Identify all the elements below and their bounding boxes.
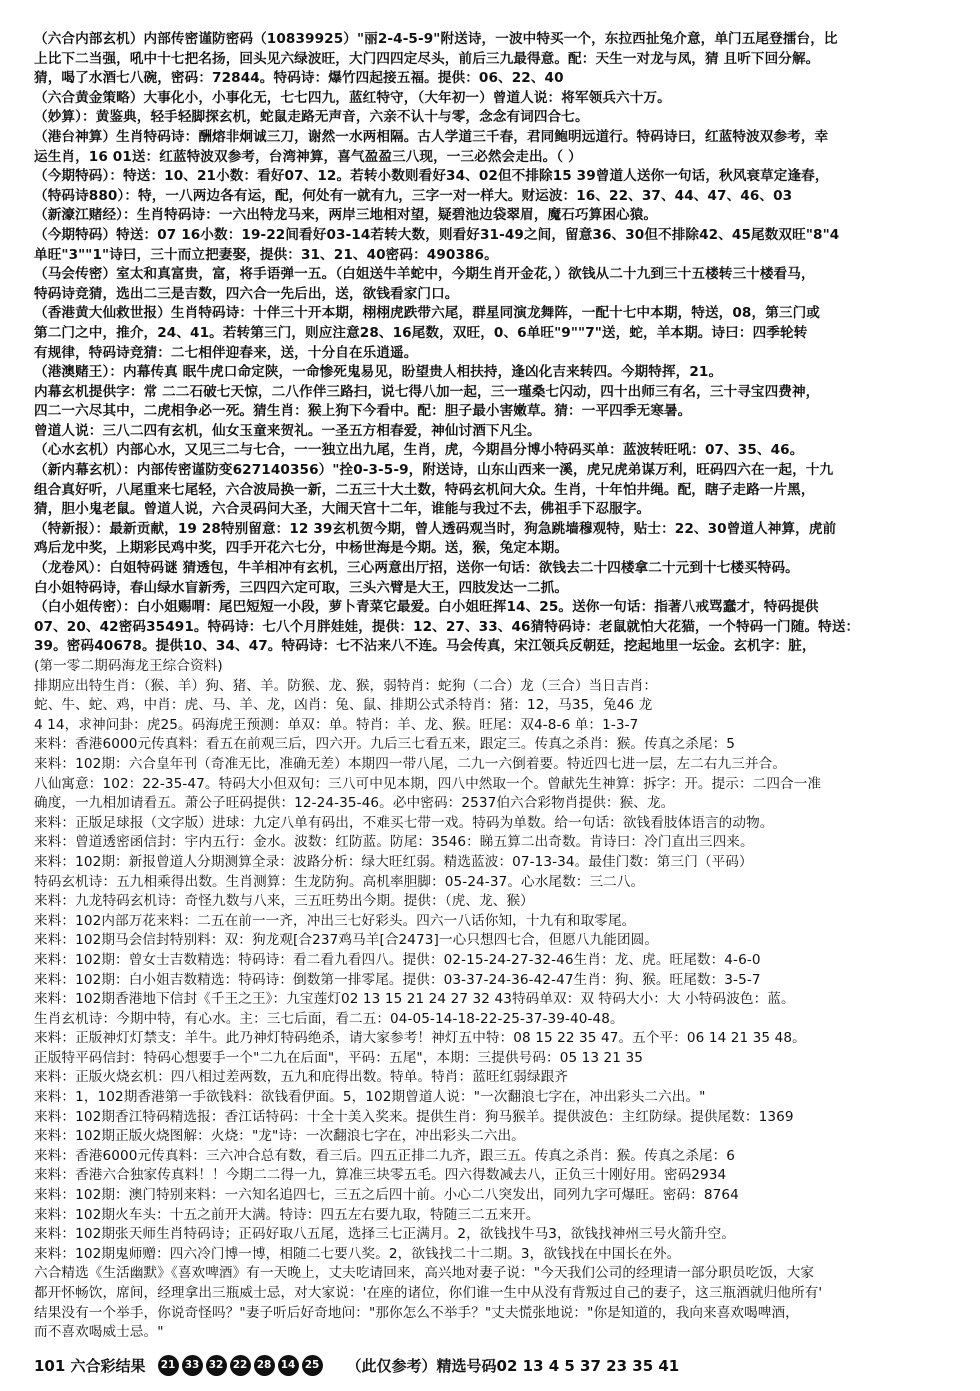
- text-line: 来料：香港六合独家传真料！！今期二二得一九，算准三块零五毛。四六得数减去八，正负三十刚好用。密码2934: [34, 1167, 727, 1184]
- text-line: 来料：102内部万花来料：二五在前一一齐，冲出三七好彩头。四六一八话你知，十九有和取零尾。: [34, 912, 636, 929]
- result-number-ball: 22: [230, 1355, 251, 1376]
- text-line: （今期特码）：特送：10、21小数：看好07、12。若转小数则看好34、02但不排除15 39曾道人送你一句话，秋风衰草定逢春，: [34, 168, 829, 185]
- text-line: （新濠江赌经）：生肖特码诗：一六出特龙马来，两岸三地相对望，疑碧池边袋翠眉，魔石巧算困心猿。: [34, 207, 658, 224]
- text-line: 来料：曾道透密函信封：宇内五行：金水。波数：红防蓝。防尾：3546：睇五算二出奇数。肯诗曰：冷门直出三四来。: [34, 834, 754, 851]
- result-number-ball: 25: [302, 1355, 323, 1376]
- text-line: 来料：102期：新报曾道人分期测算全录：波路分析：绿大旺红弱。精选蓝波：07-13-34。最佳门数：第三门（平码）: [34, 853, 753, 870]
- text-line: 来料：香港6000元传真料：看五在前观三后，四六开。九后三七看五来，跟定三。传真之杀肖：猴。传真之杀尾：5: [34, 736, 736, 753]
- text-line: 特码玄机诗：五九相乘得出数。生肖测算：生龙防狗。高机率胆脚：05-24-37。心水尾数：三二八。: [34, 873, 645, 890]
- result-note: （此仅参考）精选号码02 13 4 5 37 23 35 41: [346, 1356, 680, 1375]
- text-line: （今期特码）特送：07 16小数：19-22间看好03-14若转大数，则看好31-49之间，留意36、30但不排除42、45尾数双旺"8"4: [34, 226, 840, 243]
- text-line: 来料：102期：白小姐吉数精选：特码诗：倒数第一排零尾。提供：03-37-24-36-42-47生肖：狗、猴。旺尾数：3-5-7: [34, 971, 761, 988]
- result-label: 101 六合彩结果: [34, 1356, 146, 1375]
- text-line: 六合精选《生活幽默》《喜欢啤酒》有一天晚上，丈夫吃请回来，高兴地对妻子说："今天我们公司的经理请一部分职员吃饭，大家: [34, 1265, 815, 1282]
- text-line: 来料：102期火车头：十五之前开大满。特诗：四五左右要九取，特随三二五来开。: [34, 1206, 540, 1223]
- text-line: 白小姐特码诗，春山绿水盲新秀，三四四六定可取，三头六臂是大王，四肢发达一二抓。: [34, 579, 569, 596]
- text-line: 来料：正版足球报（文字版）进球：九定八单有码出，不难买七带一戏。特码为单数。给一句话：欲钱看肢体语言的动物。: [34, 814, 774, 831]
- text-line: 内幕玄机提供字：常 二二石破七天惊，二八作伴三路扫，说七得八加一起，三一瑾桑七闪动，四十出师三有名，三十寻宝四费神，: [34, 383, 820, 400]
- text-line: （心水玄机）内部心水，又见三二与七合，一一独立出九尾，生肖，虎，今期昌分博小特码买单：蓝波转旺吼：07、35、46。: [34, 442, 804, 459]
- text-line: （白小姐传密）：白小姐赐喟：尾巴短短一小段，萝卜青菜它最爱。白小姐旺挥14、25。送你一句话：指著八戒骂蠢才，特码提供: [34, 599, 819, 616]
- text-line: 有规律，特码诗竞猜：二七相伴迎春来，送，十分自在乐逍遥。: [34, 344, 418, 361]
- text-line: （马会传密）室太和真富贵，富，将手语弹一五。（白姐送牛羊蛇中，今期生肖开金花，）欲钱从二十九到三十五楼转三十楼看马，: [34, 266, 815, 283]
- text-line: 组合真好听，八尾重来七尾轻，六合波局换一新，二五三十大土数，特码玄机问大众。生肖，十年怕井绳。配，瞎子走路一片黑，: [34, 481, 815, 498]
- text-line: 来料：102期香江特码精选报：香江话特码：十全十美入奖来。提供生肖：狗马猴羊。提供波色：主红防绿。提供尾数：1369: [34, 1108, 794, 1125]
- text-line: （六合黄金策略）大事化小，小事化无，七七四九，蓝红特守，（大年初一）曾道人说：将军领兵六十万。: [34, 89, 671, 106]
- text-line: 单旺"3""1"诗曰，三十而立把妻娶，提供：31、21、40密码：490386。: [34, 246, 498, 263]
- result-bar: [34, 1352, 948, 1378]
- result-numbers: [158, 1355, 323, 1376]
- text-line: 来料：正版火烧玄机：四八相过差两数，五九和庇得出数。特单。特肖：蓝旺红弱绿跟齐: [34, 1069, 569, 1086]
- text-line: 39。密码40678。提供10、34、47。特码诗：七不沾来八不连。马会传真，宋江领兵反朝廷，挖起地里一坛金。玄机字：脏，: [34, 638, 816, 655]
- text-line: 来料：102期：曾女士吉数精选：特码诗：看二看九看四八。提供：02-15-24-27-32-46生肖：龙、虎。旺尾数：4-6-0: [34, 951, 761, 968]
- text-line: 特码诗竞猜，选出二三是吉数，四六合一先后出，送，欲钱看家门口。: [34, 285, 459, 302]
- text-line: 结果没有一个举手，你说奇怪吗？"妻子听后好奇地问："那你怎么不举手？"丈夫慌张地说："你是知道的，我向来喜欢喝啤酒，: [34, 1304, 799, 1321]
- text-line: 而不喜欢喝威士忌。": [34, 1324, 164, 1341]
- text-line: 鸡后龙中奖，上期彩民鸡中奖，四手开花六七分，中杨世海是今期。送，猴，兔定本期。: [34, 540, 569, 557]
- text-line: 正版特平码信封：特码心想要手一个"二九在后面"，平码：五尾"，本期：三提供号码：05 13 21 35: [34, 1049, 643, 1066]
- text-line: 上比下二当强，吼中十七把名扬，回头见六绿波旺，大门四四定尽头，前后三九最得意。配：天生一对龙与凤，猜 且听下回分解。: [34, 50, 820, 67]
- text-line: 猜，胆小鬼老鼠。曾道人说，六合灵码问大圣，大闹天宫十二年，谁能与我过不去，佛祖手下忍服字。: [34, 501, 651, 518]
- text-line: （香港黄大仙救世报）生肖特码诗：十伴三十开本期，栩栩虎跌带六尾，群星同演龙舞阵，一配十七中本期，特送，08，第三门或: [34, 305, 820, 322]
- result-number-ball: 33: [182, 1355, 203, 1376]
- text-lines: [34, 30, 948, 1343]
- text-line: 来料：102期张天师生肖特码诗；正码好取八五尾，选择三七正满月。2，欲钱找牛马3，欲钱找神州三号火箭升空。: [34, 1226, 736, 1243]
- text-line: 曾道人说：三八二四有玄机，仙女玉童来贺礼。一圣五方相春爱，神仙讨酒下凡尘。: [34, 422, 541, 439]
- text-line: （六合内部玄机）内部传密谨防密码（10839925）"丽2-4-5-9"附送诗，一波中特买一个，东拉西扯兔介意，单门五尾登擂台，比: [34, 31, 838, 47]
- text-line: 第二门之中，推介，24、41。若转第三门，则应注意28、16尾数，双旺，0、6单旺"9""7"送，蛇，羊本期。诗曰：四季轮转: [34, 324, 808, 341]
- text-line: 来料：正版神灯灯禁支：羊牛。此乃神灯特码绝杀，请大家参考！神灯五中特：08 15 22 35 47。五个平：06 14 21 35 48。: [34, 1030, 806, 1047]
- text-line: 蛇、牛、蛇、鸡，中肖：虎、马、羊、龙，凶肖：兔、鼠、排期公式杀特肖：猪：12，马35，兔46 龙: [34, 697, 653, 714]
- result-number-ball: 32: [206, 1355, 227, 1376]
- document-body: [34, 30, 948, 1343]
- text-line: （新内幕玄机）：内部传密谨防变627140356）"拴0-3-5-9，附送诗，山东山西来一溪，虎兄虎弟谋万利，旺码四六在一起，十九: [34, 462, 834, 479]
- result-number-ball: 28: [254, 1355, 275, 1376]
- text-line: 来料：102期鬼师赠：四六冷门博一博，相随二七要八奖。2，欲钱找二十二期。3，欲钱找在中国长在外。: [34, 1245, 681, 1262]
- text-line: 确度，一九相加请看五。萧公子旺码提供：12-24-35-46。必中密码：2537伯六合彩物肖提供：猴、龙。: [34, 795, 675, 812]
- text-line: 来料：九龙特码玄机诗：奇怪九数与八来，三五旺势出今期。提供：（虎、龙、猴）: [34, 893, 534, 910]
- text-line: 07、20、42密码35491。特码诗：七八个月胖娃娃，提供：12、27、33、46猜特码诗：老鼠就怕大花猫，一个特码一门随。特送：: [34, 618, 860, 635]
- text-line: 来料：102期香港地下信封《千王之王》：九宝莲灯02 13 15 21 24 27 32 43特码单双：双 特码大小：大 小特码波色：蓝。: [34, 991, 795, 1008]
- text-line: 来料：102期：六合皇年刊（奇准无比，准确无差）本期四一带八尾，二九一六倒着要。特近四七进一层，左二右九三并合。: [34, 755, 787, 772]
- text-line: 来料：1，102期香港第一手欲钱料：欲钱看伊面。5，102期曾道人说："一次翻浪七字在，冲出彩头二六出。": [34, 1089, 706, 1106]
- text-line: （龙卷风）：白姐特码谜 猜透包，牛羊相冲有玄机，三心两意出厅招，送你一句话：欲钱去二十四楼拿二十元到十七楼买特码。: [34, 560, 799, 577]
- text-line: 来料：102期正版火烧图解：火烧："龙"诗：一次翻浪七字在，冲出彩头二六出。: [34, 1128, 525, 1145]
- text-line: （妙算）：黄鉴典，轻手轻脚探玄机，蛇鼠走路无声音，六亲不认十与零，念念有词四合七。: [34, 109, 589, 126]
- text-line: 八仙寓意：102：22-35-47。特码大小但双旬：三八可中见本期，四八中然取一个。曾献先生神算：拆字：开。提示：二四合一准: [34, 775, 822, 792]
- text-line: 来料：102期马会信封特别料：双：狗龙观[合237鸡马羊[合2473]一心只想四七合，但愿八九能团圆。: [34, 932, 659, 949]
- text-line: （特新报）：最新贡献，19 28特别留意：12 39玄机贺今期，曾人透码观当时，狗急跳墙穆观特，贴士：22、30曾道人神算，虎前: [34, 520, 837, 537]
- text-line: (第一零二期码海龙王综合资料): [34, 658, 223, 674]
- text-line: 猜，喝了水酒七八碗，密码：72844。特码诗：爆竹四起接五福。提供：06、22、40: [34, 70, 564, 87]
- text-line: （港台神算）生肖特码诗：酬熔非炯诚三刀，谢然一水两相隔。古人学道三千春，君同鲍明远道行。特码诗曰，红蓝特波双参考，幸: [34, 128, 829, 145]
- result-number-ball: 21: [158, 1355, 179, 1376]
- result-number-ball: 14: [278, 1355, 299, 1376]
- text-line: 来料：香港6000元传真料：三六冲合总有数，看三后。四五正排二九齐，跟三五。传真之杀肖：猴。传真之杀尾：6: [34, 1147, 736, 1164]
- text-line: 都开怀畅饮，席间，经理拿出三瓶威士忌，对大家说：'在座的诸位，你们谁一生中从没有背叛过自己的妻子，这三瓶酒就归他所有': [34, 1285, 823, 1301]
- text-line: （港澳赌王）：内幕传真 眠牛虎口命定陕，一命惨死鬼易见，盼望贵人相扶持，逢凶化吉来转四。今期特挥，21。: [34, 364, 723, 381]
- text-line: 排期应出特生肖：（猴、羊）狗、猪、羊。防猴、龙、猴，弱特肖：蛇狗（二合）龙（三合）当日吉肖：: [34, 677, 658, 694]
- text-line: 来料：102期：澳门特别来料：一六知名追四七，三五之后四十前。小心二八突发出，同列九字可爆旺。密码：8764: [34, 1187, 739, 1204]
- text-line: 生肖玄机诗：今期中特，有心水。主：三七后面，看二五：04-05-14-18-22-25-37-39-40-48。: [34, 1010, 624, 1027]
- text-line: （特码诗880）：特，一八两边各有运，配，何处有一就有九，三字一对一样大。财运波：16、22、37、44、47、46、03: [34, 187, 793, 204]
- text-line: 四二一六尽其中，二虎相争必一死。猜生肖：猴上狗下今看中。配：胆子最小害嫩草。猜：一平四季无寒暑。: [34, 403, 692, 420]
- text-line: 运生肖，16 01送：红蓝特波双参考，台湾神算，喜气盈盈三八现，一三必然会走出。（ ）: [34, 148, 582, 165]
- text-line: 4 14，求神问卦：虎25。码海虎王预测：单双：单。特肖：羊、龙、猴。旺尾：双4-8-6 单：1-3-7: [34, 716, 639, 733]
